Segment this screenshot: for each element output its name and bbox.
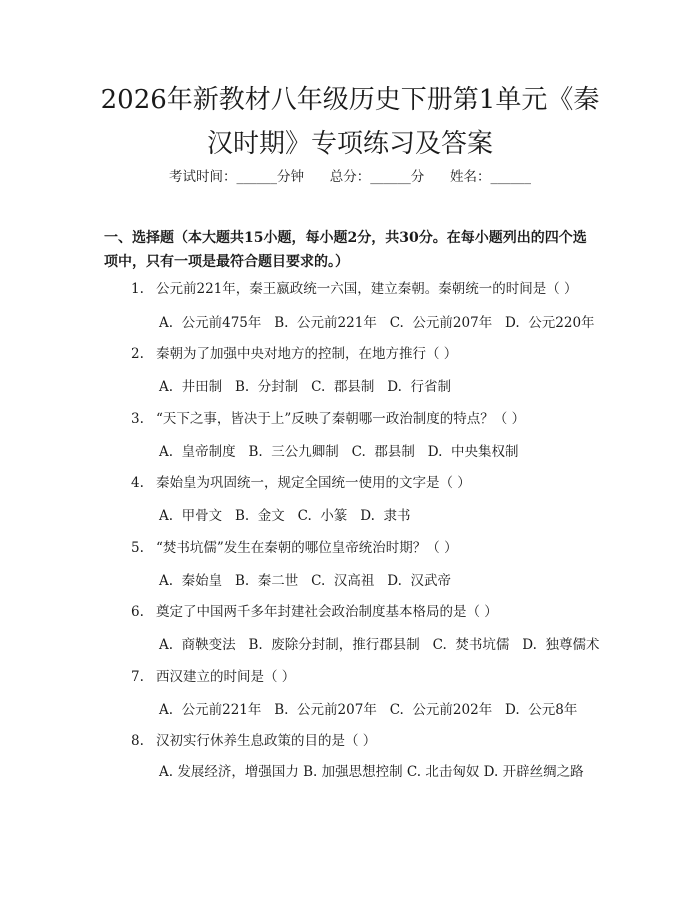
question-text: 秦始皇为巩固统一，规定全国统一使用的文字是（ ） [156, 475, 471, 491]
question-7 [131, 666, 611, 688]
question-3-options: A. 皇帝制度 B. 三公九卿制 C. 郡县制 D. 中央集权制 [159, 444, 519, 460]
question-2 [131, 343, 611, 365]
section-heading-line-2: 项中，只有一项是最符合题目要求的。） [104, 254, 349, 270]
section-heading [104, 226, 604, 274]
question-text: 奠定了中国两千多年封建社会政治制度基本格局的是（ ） [156, 604, 498, 620]
question-8-options: A. 发展经济，增强国力 B. 加强思想控制 C. 北击匈奴 D. 开辟丝绸之路 [159, 764, 584, 780]
question-text: 秦朝为了加强中央对地方的控制，在地方推行（ ） [156, 346, 458, 362]
question-number: 7. [131, 669, 144, 685]
question-4-options: A. 甲骨文 B. 金文 C. 小篆 D. 隶书 [159, 508, 411, 524]
question-number: 3. [131, 411, 144, 427]
question-text: 公元前221年，秦王嬴政统一六国，建立秦朝。秦朝统一的时间是（ ） [156, 281, 578, 297]
section-heading-line-1: 一、选择题（本大题共15小题，每小题2分，共30分。在每小题列出的四个选 [104, 230, 587, 246]
question-1 [131, 278, 611, 300]
question-number: 4. [131, 475, 144, 491]
question-number: 2. [131, 346, 144, 362]
question-number: 8. [131, 733, 144, 749]
question-text: “天下之事，皆决于上”反映了秦朝哪一政治制度的特点？（ ） [156, 411, 526, 427]
question-text: 汉初实行休养生息政策的目的是（ ） [156, 733, 377, 749]
question-2-options: A. 井田制 B. 分封制 C. 郡县制 D. 行省制 [159, 379, 451, 395]
question-5 [131, 537, 611, 559]
title-line-1: 2026年新教材八年级历史下册第1单元《秦 [100, 85, 600, 115]
question-number: 5. [131, 540, 144, 556]
question-1-options: A. 公元前475年 B. 公元前221年 C. 公元前207年 D. 公元220年 [159, 315, 595, 331]
title-line-2: 汉时期》专项练习及答案 [206, 129, 493, 159]
question-4 [131, 472, 611, 494]
question-text: “焚书坑儒”发生在秦朝的哪位皇帝统治时期？（ ） [156, 540, 458, 556]
question-number: 6. [131, 604, 144, 620]
question-5-options: A. 秦始皇 B. 秦二世 C. 汉高祖 D. 汉武帝 [159, 573, 451, 589]
question-6 [131, 601, 611, 623]
document-title [40, 78, 660, 166]
question-3 [131, 408, 611, 430]
question-text: 西汉建立的时间是（ ） [156, 669, 296, 685]
question-8 [131, 730, 611, 752]
question-6-options: A. 商鞅变法 B. 废除分封制，推行郡县制 C. 焚书坑儒 D. 独尊儒术 [159, 637, 600, 653]
question-number: 1. [131, 281, 144, 297]
exam-meta-line: 考试时间：______分钟 总分：______分 姓名：______ [169, 169, 531, 185]
question-7-options: A. 公元前221年 B. 公元前207年 C. 公元前202年 D. 公元8年 [159, 702, 578, 718]
